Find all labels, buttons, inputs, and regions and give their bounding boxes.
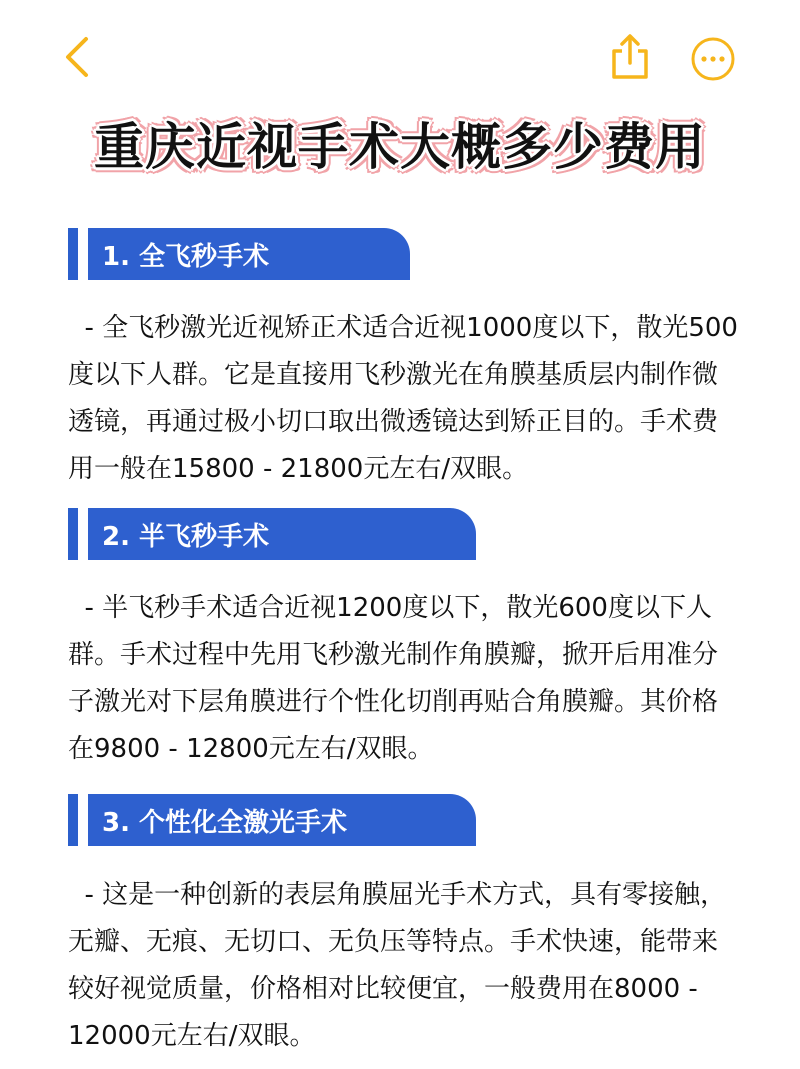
- heading-text: 1. 全飞秒手术: [102, 241, 270, 272]
- heading-text: 3. 个性化全激光手术: [102, 807, 348, 838]
- heading-accent-bar: [68, 228, 78, 280]
- page-title: 重庆近视手术大概多少费用: [94, 118, 706, 176]
- heading-accent-bar: [68, 508, 78, 560]
- heading-text: 2. 半飞秒手术: [102, 521, 270, 552]
- section-body-3: - 这是一种创新的表层角膜屈光手术方式，具有零接触，无瓣、无痕、无切口、无负压等特点。手术快速，能带来较好视觉质量，价格相对比较便宜，一般费用在8000 - 12000元左右/双眼。: [68, 880, 727, 1051]
- section-heading-1: [68, 228, 410, 280]
- heading-accent-bar: [68, 794, 78, 846]
- section-heading-3: [68, 794, 476, 846]
- back-button[interactable]: [52, 30, 102, 84]
- chevron-left-icon: [62, 35, 92, 79]
- heading-pill: [88, 508, 476, 560]
- more-button[interactable]: [688, 34, 738, 84]
- title-container: [0, 108, 800, 178]
- section-heading-2: [68, 508, 476, 560]
- more-icon: [690, 36, 736, 82]
- top-navigation-bar: [0, 0, 800, 110]
- share-button[interactable]: [604, 30, 656, 84]
- share-icon: [610, 33, 650, 81]
- heading-pill: [88, 228, 410, 280]
- section-body-1: - 全飞秒激光近视矫正术适合近视1000度以下，散光500度以下人群。它是直接用飞秒激光在角膜基质层内制作微透镜，再通过极小切口取出微透镜达到矫正目的。手术费用一般在15800 - 21800元左右/双眼。: [68, 313, 738, 484]
- heading-pill: [88, 794, 476, 846]
- section-body-2: - 半飞秒手术适合近视1200度以下，散光600度以下人群。手术过程中先用飞秒激光制作角膜瓣，掀开后用准分子激光对下层角膜进行个性化切削再贴合角膜瓣。其价格在9800 - 12800元左右/双眼。: [68, 593, 719, 764]
